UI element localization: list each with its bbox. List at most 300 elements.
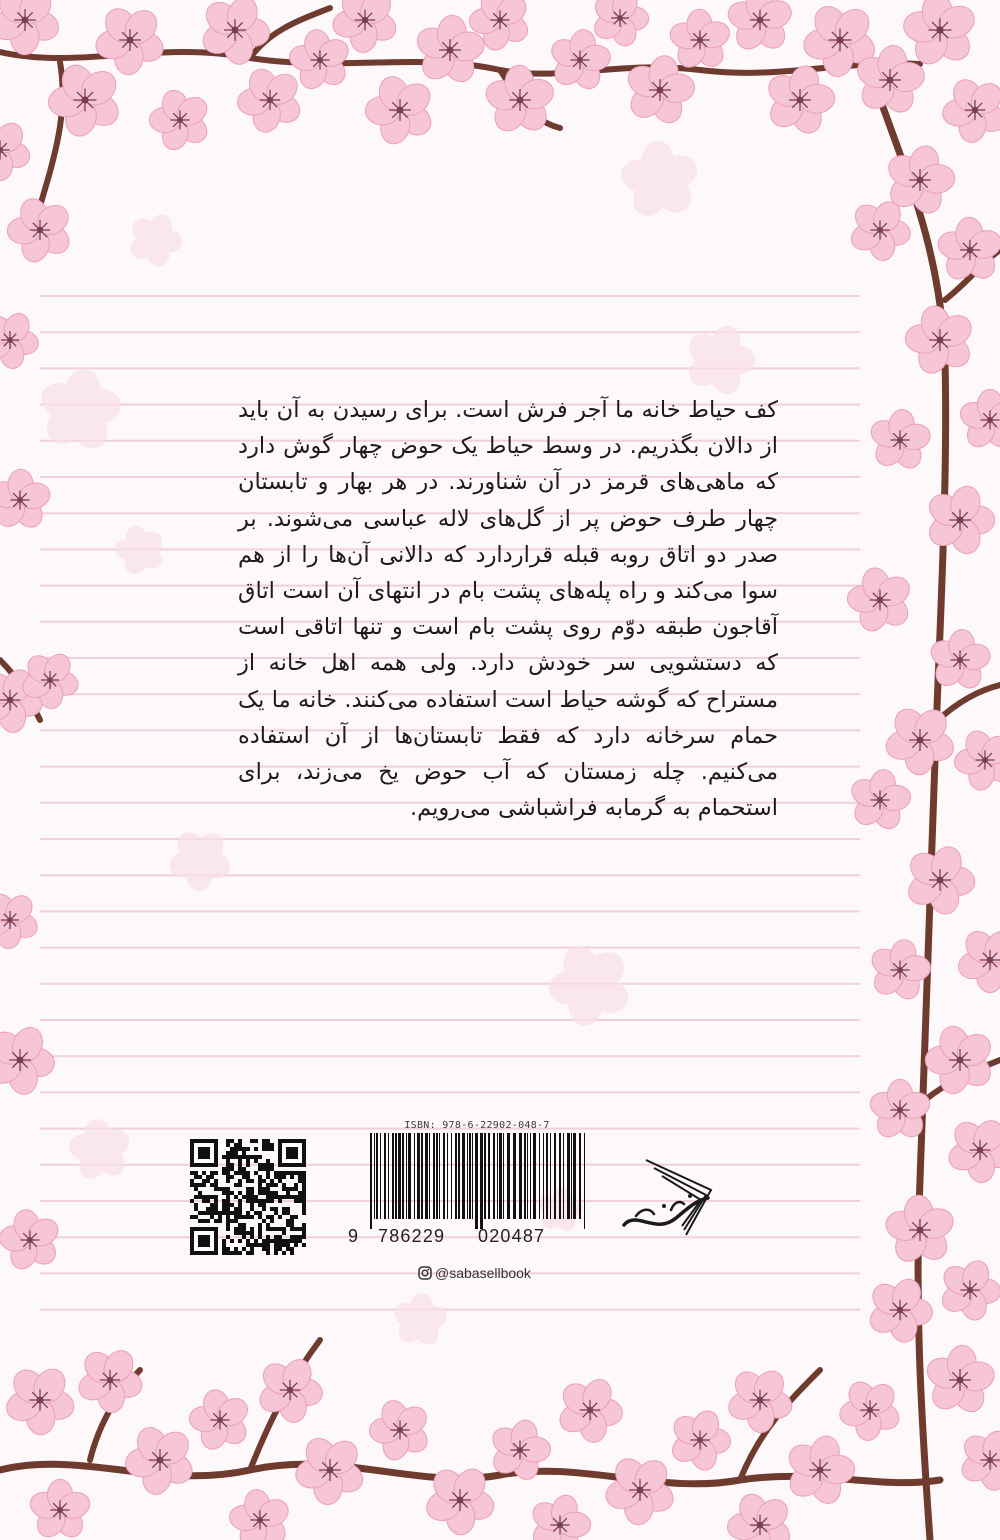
qr-module xyxy=(226,1227,230,1231)
qr-module xyxy=(278,1227,282,1231)
qr-module xyxy=(302,1175,306,1179)
qr-module xyxy=(226,1187,230,1191)
qr-module xyxy=(238,1211,242,1215)
qr-module xyxy=(262,1239,266,1243)
qr-module xyxy=(278,1243,282,1247)
qr-module xyxy=(302,1235,306,1239)
cherry-blossom xyxy=(847,768,912,833)
qr-module xyxy=(222,1211,226,1215)
qr-module xyxy=(194,1175,198,1179)
qr-module xyxy=(194,1183,198,1187)
qr-module xyxy=(238,1239,242,1243)
qr-module xyxy=(206,1207,210,1211)
barcode-bar xyxy=(458,1133,460,1219)
qr-module xyxy=(230,1175,234,1179)
barcode-bar xyxy=(406,1133,407,1219)
qr-module xyxy=(294,1183,298,1187)
qr-module xyxy=(270,1199,274,1203)
cherry-blossom xyxy=(725,0,795,55)
qr-finder xyxy=(286,1147,298,1159)
qr-module xyxy=(242,1215,246,1219)
cherry-blossom xyxy=(923,483,994,558)
cherry-blossom xyxy=(904,303,977,378)
cherry-blossom xyxy=(93,3,168,76)
qr-module xyxy=(270,1219,274,1223)
qr-module xyxy=(222,1251,226,1255)
barcode-bar xyxy=(584,1133,585,1229)
qr-module xyxy=(230,1139,234,1143)
qr-module xyxy=(254,1195,258,1199)
barcode-bar xyxy=(439,1133,440,1219)
qr-module xyxy=(298,1227,302,1231)
cherry-blossom xyxy=(0,0,62,55)
cherry-blossom xyxy=(923,1344,997,1417)
barcode-bar xyxy=(527,1133,528,1219)
qr-module xyxy=(242,1247,246,1251)
qr-module xyxy=(254,1159,258,1163)
qr-module xyxy=(234,1211,238,1215)
qr-module xyxy=(250,1195,254,1199)
qr-module xyxy=(206,1199,210,1203)
qr-module xyxy=(294,1239,298,1243)
qr-module xyxy=(290,1251,294,1255)
barcode-bar xyxy=(563,1133,564,1219)
qr-module xyxy=(238,1179,242,1183)
qr-module xyxy=(270,1167,274,1171)
cherry-blossom xyxy=(937,1257,1000,1323)
qr-module xyxy=(266,1247,270,1251)
qr-module xyxy=(258,1175,262,1179)
qr-module xyxy=(286,1239,290,1243)
barcode-bar xyxy=(433,1133,435,1219)
qr-module xyxy=(250,1215,254,1219)
qr-module xyxy=(230,1191,234,1195)
qr-module xyxy=(274,1243,278,1247)
qr-module xyxy=(266,1251,270,1255)
qr-module xyxy=(226,1191,230,1195)
barcode-bar xyxy=(376,1133,378,1219)
qr-module xyxy=(206,1219,210,1223)
qr-module xyxy=(286,1243,290,1247)
qr-module xyxy=(278,1175,282,1179)
cherry-blossom xyxy=(149,87,212,153)
qr-module xyxy=(266,1215,270,1219)
qr-module xyxy=(238,1159,242,1163)
barcode-bar xyxy=(497,1133,498,1219)
qr-module xyxy=(226,1175,230,1179)
qr-module xyxy=(266,1163,270,1167)
cherry-blossom xyxy=(957,389,1000,452)
qr-module xyxy=(194,1215,198,1219)
qr-module xyxy=(270,1195,274,1199)
qr-module xyxy=(270,1207,274,1211)
qr-module xyxy=(242,1235,246,1239)
qr-module xyxy=(246,1251,250,1255)
qr-module xyxy=(226,1163,230,1167)
qr-module xyxy=(214,1203,218,1207)
cherry-blossom xyxy=(837,1377,903,1442)
qr-module xyxy=(190,1171,194,1175)
qr-module xyxy=(226,1215,230,1219)
qr-module xyxy=(266,1139,270,1143)
qr-module xyxy=(242,1195,246,1199)
qr-module xyxy=(258,1235,262,1239)
qr-module xyxy=(266,1191,270,1195)
cherry-blossom xyxy=(590,0,649,49)
qr-module xyxy=(202,1183,206,1187)
qr-module xyxy=(250,1231,254,1235)
cherry-blossom xyxy=(189,1387,253,1453)
qr-module xyxy=(218,1215,222,1219)
qr-module xyxy=(262,1163,266,1167)
qr-module xyxy=(214,1183,218,1187)
qr-module xyxy=(258,1179,262,1183)
cherry-blossom xyxy=(925,1023,996,1098)
qr-module xyxy=(238,1191,242,1195)
barcode-bar xyxy=(455,1133,457,1219)
qr-module xyxy=(238,1199,242,1203)
qr-module xyxy=(250,1191,254,1195)
qr-module xyxy=(250,1139,254,1143)
qr-module xyxy=(254,1211,258,1215)
barcode-bar xyxy=(388,1133,389,1219)
qr-module xyxy=(266,1147,270,1151)
qr-module xyxy=(226,1139,230,1143)
barcode-bar xyxy=(429,1133,430,1219)
qr-module xyxy=(194,1195,198,1199)
qr-module xyxy=(298,1191,302,1195)
barcode-bar xyxy=(398,1133,401,1219)
qr-module xyxy=(242,1167,246,1171)
barcode-bar xyxy=(436,1133,438,1219)
qr-module xyxy=(298,1171,302,1175)
qr-code[interactable] xyxy=(190,1139,306,1255)
qr-module xyxy=(230,1155,234,1159)
qr-module xyxy=(234,1155,238,1159)
qr-module xyxy=(194,1203,198,1207)
qr-module xyxy=(246,1159,250,1163)
qr-module xyxy=(266,1227,270,1231)
qr-module xyxy=(302,1199,306,1203)
qr-module xyxy=(218,1211,222,1215)
qr-module xyxy=(250,1251,254,1255)
instagram-handle: @sabasellbook xyxy=(435,1265,531,1281)
qr-module xyxy=(250,1155,254,1159)
cherry-blossom xyxy=(75,1345,145,1413)
qr-finder xyxy=(198,1147,210,1159)
qr-module xyxy=(286,1207,290,1211)
barcode-bar xyxy=(524,1133,526,1219)
qr-module xyxy=(230,1163,234,1167)
barcode-bar xyxy=(402,1133,404,1219)
qr-module xyxy=(238,1227,242,1231)
qr-module xyxy=(266,1187,270,1191)
qr-module xyxy=(274,1191,278,1195)
qr-module xyxy=(238,1183,242,1187)
qr-module xyxy=(262,1167,266,1171)
qr-module xyxy=(230,1151,234,1155)
qr-module xyxy=(226,1167,230,1171)
qr-module xyxy=(214,1211,218,1215)
qr-module xyxy=(190,1199,194,1203)
isbn-barcode xyxy=(368,1133,588,1229)
barcode-bar xyxy=(421,1133,423,1219)
qr-module xyxy=(282,1171,286,1175)
qr-module xyxy=(294,1243,298,1247)
qr-module xyxy=(274,1211,278,1215)
barcode-bar xyxy=(417,1133,420,1219)
cherry-blossom xyxy=(901,0,979,70)
qr-module xyxy=(266,1235,270,1239)
barcode-bar xyxy=(370,1133,372,1229)
qr-module xyxy=(294,1227,298,1231)
qr-module xyxy=(290,1223,294,1227)
qr-module xyxy=(194,1187,198,1191)
qr-module xyxy=(254,1147,258,1151)
qr-module xyxy=(262,1179,266,1183)
qr-module xyxy=(278,1195,282,1199)
qr-module xyxy=(262,1143,266,1147)
qr-module xyxy=(258,1227,262,1231)
qr-module xyxy=(218,1219,222,1223)
barcode-bar xyxy=(472,1133,473,1219)
qr-module xyxy=(258,1243,262,1247)
qr-module xyxy=(278,1199,282,1203)
barcode-bar xyxy=(507,1133,510,1219)
cherry-blossom xyxy=(528,1492,591,1540)
cherry-blossom xyxy=(293,1433,367,1506)
qr-module xyxy=(302,1203,306,1207)
qr-module xyxy=(230,1203,234,1207)
qr-module xyxy=(226,1199,230,1203)
cherry-blossom xyxy=(953,727,1000,793)
qr-module xyxy=(246,1175,250,1179)
qr-module xyxy=(282,1211,286,1215)
qr-module xyxy=(302,1179,306,1183)
qr-module xyxy=(222,1171,226,1175)
qr-module xyxy=(226,1235,230,1239)
qr-module xyxy=(286,1247,290,1251)
qr-module xyxy=(198,1191,202,1195)
qr-module xyxy=(242,1175,246,1179)
qr-module xyxy=(210,1183,214,1187)
qr-module xyxy=(286,1223,290,1227)
qr-module xyxy=(286,1211,290,1215)
qr-module xyxy=(290,1235,294,1239)
cherry-blossom xyxy=(288,28,353,93)
qr-module xyxy=(262,1203,266,1207)
qr-module xyxy=(246,1191,250,1195)
qr-module xyxy=(262,1207,266,1211)
barcode-bar xyxy=(571,1133,572,1219)
qr-module xyxy=(282,1187,286,1191)
qr-module xyxy=(258,1203,262,1207)
qr-module xyxy=(274,1207,278,1211)
qr-module xyxy=(230,1251,234,1255)
qr-module xyxy=(302,1227,306,1231)
qr-module xyxy=(258,1163,262,1167)
qr-module xyxy=(278,1247,282,1251)
qr-module xyxy=(210,1171,214,1175)
qr-module xyxy=(298,1199,302,1203)
qr-module xyxy=(226,1219,230,1223)
qr-module xyxy=(226,1159,230,1163)
qr-module xyxy=(274,1239,278,1243)
qr-module xyxy=(258,1191,262,1195)
cherry-blossom xyxy=(365,72,437,147)
qr-module xyxy=(286,1171,290,1175)
qr-module xyxy=(262,1147,266,1151)
qr-module xyxy=(250,1203,254,1207)
qr-module xyxy=(222,1199,226,1203)
qr-module xyxy=(290,1175,294,1179)
cherry-blossom xyxy=(903,842,976,917)
barcode-bar xyxy=(443,1133,445,1219)
qr-module xyxy=(274,1251,278,1255)
qr-module xyxy=(254,1155,258,1159)
qr-module xyxy=(302,1171,306,1175)
qr-module xyxy=(234,1147,238,1151)
qr-module xyxy=(226,1179,230,1183)
barcode-bar xyxy=(546,1133,548,1219)
qr-module xyxy=(214,1187,218,1191)
qr-module xyxy=(222,1247,226,1251)
barcode-bar xyxy=(550,1133,551,1219)
qr-module xyxy=(202,1179,206,1183)
barcode-bar xyxy=(384,1133,386,1219)
barcode-bar xyxy=(579,1133,581,1219)
qr-module xyxy=(238,1155,242,1159)
instagram-link[interactable] xyxy=(418,1263,531,1283)
cherry-blossom xyxy=(603,1453,678,1526)
qr-module xyxy=(266,1183,270,1187)
qr-module xyxy=(230,1239,234,1243)
cherry-blossom xyxy=(555,1375,624,1445)
barcode-bar xyxy=(475,1133,478,1229)
qr-module xyxy=(226,1223,230,1227)
cherry-blossom xyxy=(725,1365,795,1433)
qr-module xyxy=(226,1251,230,1255)
cherry-blossom xyxy=(955,926,1000,993)
qr-module xyxy=(234,1171,238,1175)
instagram-icon xyxy=(418,1266,432,1280)
qr-module xyxy=(238,1203,242,1207)
qr-module xyxy=(254,1171,258,1175)
qr-module xyxy=(282,1251,286,1255)
qr-module xyxy=(250,1207,254,1211)
qr-module xyxy=(202,1199,206,1203)
qr-module xyxy=(262,1219,266,1223)
qr-module xyxy=(282,1183,286,1187)
qr-module xyxy=(298,1195,302,1199)
qr-module xyxy=(290,1187,294,1191)
qr-module xyxy=(190,1179,194,1183)
qr-module xyxy=(242,1155,246,1159)
qr-module xyxy=(266,1167,270,1171)
qr-module xyxy=(190,1183,194,1187)
qr-module xyxy=(218,1187,222,1191)
qr-module xyxy=(238,1163,242,1167)
cherry-blossom xyxy=(228,1488,293,1540)
cherry-blossom xyxy=(0,309,40,370)
barcode-bar xyxy=(533,1133,536,1219)
qr-module xyxy=(226,1203,230,1207)
qr-module xyxy=(266,1243,270,1247)
barcode-bar xyxy=(503,1133,504,1219)
cherry-blossom xyxy=(2,1363,77,1435)
qr-module xyxy=(230,1211,234,1215)
qr-module xyxy=(262,1243,266,1247)
qr-module xyxy=(286,1195,290,1199)
qr-module xyxy=(234,1251,238,1255)
barcode-bar xyxy=(530,1133,531,1219)
qr-module xyxy=(246,1179,250,1183)
qr-module xyxy=(266,1159,270,1163)
qr-module xyxy=(290,1171,294,1175)
qr-module xyxy=(222,1239,226,1243)
qr-module xyxy=(242,1223,246,1227)
qr-module xyxy=(302,1183,306,1187)
qr-module xyxy=(226,1143,230,1147)
qr-module xyxy=(294,1215,298,1219)
barcode-bar xyxy=(539,1133,540,1219)
qr-module xyxy=(222,1191,226,1195)
barcode-bar xyxy=(469,1133,471,1219)
qr-module xyxy=(230,1167,234,1171)
qr-module xyxy=(246,1199,250,1203)
qr-module xyxy=(286,1191,290,1195)
qr-module xyxy=(266,1239,270,1243)
qr-module xyxy=(290,1195,294,1199)
qr-module xyxy=(238,1143,242,1147)
cherry-blossom xyxy=(867,408,933,473)
qr-module xyxy=(238,1251,242,1255)
qr-module xyxy=(202,1195,206,1199)
barcode-bar xyxy=(567,1133,570,1219)
qr-module xyxy=(210,1203,214,1207)
qr-module xyxy=(302,1231,306,1235)
qr-module xyxy=(214,1199,218,1203)
qr-module xyxy=(250,1187,254,1191)
qr-module xyxy=(302,1211,306,1215)
qr-module xyxy=(214,1195,218,1199)
qr-module xyxy=(302,1195,306,1199)
qr-module xyxy=(298,1235,302,1239)
qr-module xyxy=(266,1143,270,1147)
qr-module xyxy=(254,1139,258,1143)
qr-module xyxy=(274,1175,278,1179)
barcode-bar xyxy=(425,1133,428,1219)
cherry-blossom xyxy=(0,469,53,532)
qr-module xyxy=(210,1215,214,1219)
qr-module xyxy=(270,1227,274,1231)
qr-module xyxy=(254,1239,258,1243)
cherry-blossom xyxy=(945,1115,1000,1183)
qr-module xyxy=(258,1199,262,1203)
cherry-blossom xyxy=(0,889,41,949)
qr-module xyxy=(250,1199,254,1203)
barcode-digits-right: 020487 xyxy=(478,1226,546,1246)
cherry-blossom xyxy=(0,1023,56,1097)
qr-module xyxy=(282,1195,286,1199)
qr-module xyxy=(274,1171,278,1175)
cherry-blossom xyxy=(867,937,932,1003)
qr-module xyxy=(262,1247,266,1251)
qr-module xyxy=(274,1247,278,1251)
qr-module xyxy=(246,1187,250,1191)
qr-module xyxy=(234,1195,238,1199)
qr-module xyxy=(302,1187,306,1191)
